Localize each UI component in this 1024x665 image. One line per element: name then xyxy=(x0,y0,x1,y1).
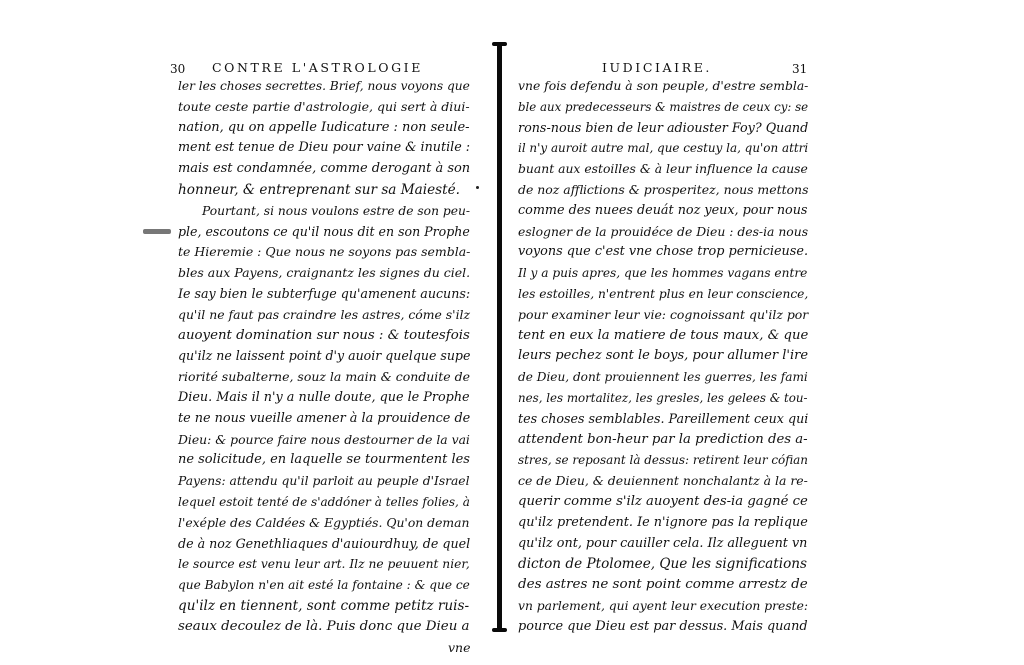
text-line: toute ceste partie d'astrologie, qui sert à diui- xyxy=(178,98,470,114)
book-gutter-divider xyxy=(497,42,502,632)
text-line: qu'ilz pretendent. Ie n'ignore pas la replique xyxy=(518,514,808,530)
margin-mark xyxy=(143,229,171,234)
folio-number: 31 xyxy=(792,62,808,76)
text-line: Ie say bien le subterfuge qu'amenent aucuns: xyxy=(178,285,471,301)
running-head: CONTRE L'ASTROLOGIE xyxy=(212,60,423,75)
text-line: te Hieremie : Que nous ne soyons pas sembla- xyxy=(178,244,471,260)
text-line: de noz afflictions & prosperitez, nous mettons xyxy=(518,181,809,197)
text-line: dicton de Ptolomee, Que les significations xyxy=(518,556,807,573)
text-line: de à noz Genethliaques d'auiourdhuy, de quel xyxy=(178,535,471,551)
text-line: stres, se reposant là dessus: retirent leur cófian xyxy=(518,453,808,468)
text-line: ce de Dieu, & deuiennent nonchalantz à la re- xyxy=(518,473,808,489)
text-line: lequel estoit tenté de s'addóner à telles folies, à xyxy=(178,494,470,509)
text-line: attendent bon-heur par la prediction des a- xyxy=(518,431,808,447)
text-line: Payens: attendu qu'il parloit au peuple d'Israel xyxy=(178,474,470,489)
text-line: nes, les mortalitez, les gresles, les gelees & tou- xyxy=(518,390,808,405)
text-line: qu'ilz ont, pour cauiller cela. Ilz alleguent vn xyxy=(518,535,808,551)
catchword: vne xyxy=(448,639,471,655)
text-line: honneur, & entreprenant sur sa Maiesté. xyxy=(178,181,460,198)
text-line: qu'ilz ne laissent point d'y auoir quelque supe xyxy=(178,348,471,364)
text-line: ment est tenue de Dieu pour vaine & inutile : xyxy=(178,140,471,156)
text-line: buant aux estoilles & à leur influence la cause xyxy=(518,162,808,177)
text-block xyxy=(518,76,808,638)
text-line: qu'ilz en tiennent, sont comme petitz ruis- xyxy=(178,597,470,614)
text-line: eslogner de la prouidéce de Dieu : des-ia nous xyxy=(518,224,809,239)
text-line: vn parlement, qui ayent leur execution preste: xyxy=(518,598,809,613)
text-line: mais est condamnée, comme derogant à son xyxy=(178,161,471,177)
text-line: comme des nuees deuát noz yeux, pour nous xyxy=(518,202,808,218)
text-line: Dieu. Mais il n'y a nulle doute, que le Prophe xyxy=(178,389,470,405)
text-line: tes choses semblables. Pareillement ceux qui xyxy=(518,410,809,426)
folio-number: 30 xyxy=(170,62,186,76)
text-line: ler les choses secrettes. Brief, nous voyons que xyxy=(178,79,470,93)
text-line: ble aux predecesseurs & maistres de ceux cy: se xyxy=(518,99,809,114)
text-line: le source est venu leur art. Ilz ne peuuent nier, xyxy=(178,557,470,572)
text-line: nation, qu on appelle Iudicature : non seule- xyxy=(178,119,470,135)
text-line: rons-nous bien de leur adiouster Foy? Quand xyxy=(518,119,809,135)
text-line: Dieu: & pource faire nous destourner de la vai xyxy=(178,432,470,447)
text-line: les estoilles, n'entrent plus en leur conscience, xyxy=(518,286,809,301)
text-line: que Babylon n'en ait esté la fontaine : & que ce xyxy=(178,578,470,593)
text-line: des astres ne sont point comme arrestz de xyxy=(518,577,808,593)
text-line: de Dieu, dont prouiennent les guerres, les fami xyxy=(518,370,808,385)
text-line: riorité subalterne, souz la main & conduite de xyxy=(178,369,471,385)
text-line: seaux decoulez de là. Puis donc que Dieu a xyxy=(178,618,470,634)
text-block xyxy=(178,76,470,658)
ink-dot xyxy=(476,186,479,189)
text-line: auoyent domination sur nous : & toutesfois xyxy=(178,327,470,343)
text-line: pour examiner leur vie: cognoissant qu'ilz por xyxy=(518,306,809,322)
text-line: qu'il ne faut pas craindre les astres, cóme s'ilz xyxy=(178,306,471,322)
left-page xyxy=(0,0,500,665)
text-line: Pourtant, si nous voulons estre de son peu- xyxy=(202,203,471,218)
text-line: vne fois defendu à son peuple, d'estre sembla- xyxy=(518,79,809,93)
text-line: querir comme s'ilz auoyent des-ia gagné ce xyxy=(518,493,808,509)
text-line: ple, escoutons ce qu'il nous dit en son Prophe xyxy=(178,223,470,239)
text-line: leurs pechez sont le boys, pour allumer l'ire xyxy=(518,348,809,364)
text-line: Il y a puis apres, que les hommes vagans entre xyxy=(518,266,808,281)
text-line: pource que Dieu est par dessus. Mais quand xyxy=(518,618,808,634)
text-line: il n'y auroit autre mal, que cestuy la, qu'on attri xyxy=(518,141,809,156)
text-line: ne solicitude, en laquelle se tourmentent les xyxy=(178,452,470,468)
text-line: bles aux Payens, craignantz les signes du ciel. xyxy=(178,265,471,281)
text-line: tent en eux la matiere de tous maux, & que xyxy=(518,327,809,343)
text-line: te ne nous vueille amener à la prouidence de xyxy=(178,410,471,426)
text-line: l'exéple des Caldées & Egyptiés. Qu'on deman xyxy=(178,515,470,530)
text-line: voyons que c'est vne chose trop pernicieuse. xyxy=(518,244,809,260)
running-head: IUDICIAIRE. xyxy=(602,60,713,75)
right-page xyxy=(510,0,1024,665)
